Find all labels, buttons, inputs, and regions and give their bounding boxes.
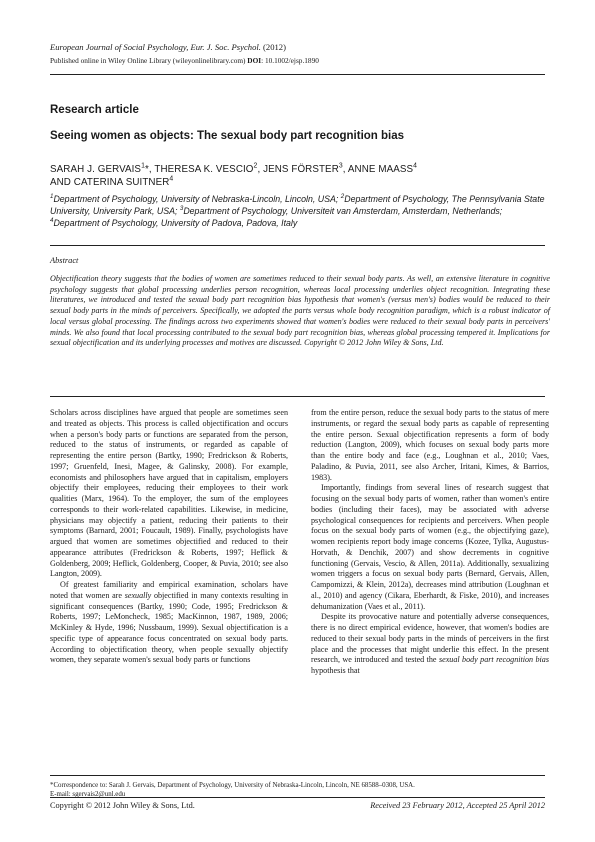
body-paragraph: Of greatest familiarity and empirical examination, scholars have noted that women are sexually objectified in many contexts resulting in significant consequences (Bartky, 1990; Code, 1995; Fredrickson & Roberts, 1997; LeMoncheck, 1985; MacKinnon, 1987, 1989, 2006; McKinley & Hyde, 1996; Nussbaum, 1999). Sexual objectification is a specific type of appearance focus concentrated on sexual body parts. According to objectification theory, when people sexually objectify women, they separate women's sexual body parts or functions: [50, 580, 289, 665]
abstract-text: Objectification theory suggests that the bodies of women are sometimes reduced to their sexual body parts. As well, an extensive literature in cognitive psychology suggests that global processing underlies person recognition, whereas local processing underlies object recognition. Integrating these literatures, we introduced and tested the sexual body part recognition bias hypothesis that women's (versus men's) bodies would be reduced to their sexual body parts in the minds of perceivers. Specifically, we adopted the parts versus whole body recognition paradigm, which is a robust indicator of local versus global processing. The findings across two experiments showed that women's bodies were reduced to their sexual body parts in perceivers' minds. We also found that local processing contributed to the sexual body part recognition bias, whereas global processing tempered it. Implications for sexual objectification and its underlying processes and motives are discussed. Copyright © 2012 John Wiley & Sons, Ltd.: [50, 274, 550, 348]
correspondence-email: E-mail: sgervais2@unl.edu: [50, 791, 126, 798]
article-title: Seeing women as objects: The sexual body part recognition bias: [50, 130, 405, 142]
body-paragraph: from the entire person, reduce the sexual body parts to the status of mere instruments, or regard the sexual body parts as capable of representing the entire person. Sexual objectification represents a form of body reduction (Langton, 2009), which focuses on sexual body parts more than the entire body and face (e.g., Loughnan et al., 2010; Vaes, Paladino, & Puvia, 2011, see also Archer, Iritani, Kimes, & Barrios, 1983).: [311, 408, 549, 482]
copyright-notice: Copyright © 2012 John Wiley & Sons, Ltd.: [50, 801, 195, 810]
published-online-text: Published online in Wiley Online Library (wileyonlinelibrary.com): [50, 56, 248, 65]
doi-label: DOI: [247, 56, 262, 65]
body-column-right: [311, 408, 549, 677]
journal-citation-line: [50, 42, 286, 52]
abstract-heading: Abstract: [50, 256, 79, 265]
author-list: SARAH J. GERVAIS$^1$*, THERESA K. VESCIO$^2$, JENS FÖRSTER$^3$, ANNE MAASS$^4$ AND CATERINA SUITNER$^4$: [50, 162, 418, 188]
journal-year: (2012): [260, 42, 286, 52]
body-paragraph: Importantly, findings from several lines of research suggest that focusing on the sexual body parts of women, rather than women's entire bodies (including their faces), may be associated with adverse psychological consequences for recipients and perceivers. When people focus on the sexual body parts of women (e.g., the objectifying gaze), women recipients report body image concerns (Kozee, Tylka, Augustus-Horvath, & Denchik, 2007) and show decrements in cognitive functioning (Gervais, Vescio, & Allen, 2011a). Additionally, sexualizing women triggers a focus on sexual body parts (Bernard, Gervais, Allen, Campomizzi, & Klein, 2012a), decreases mind attribution (Loughnan et al., 2010) and agency (Cikara, Eberhardt, & Fiske, 2010), and increases dehumanization (Vaes et al., 2011).: [311, 483, 549, 611]
footnote-rule: [50, 775, 545, 776]
publication-info-line: [50, 56, 319, 65]
footer-rule: [50, 797, 545, 798]
abstract-top-rule: [50, 245, 545, 246]
body-column-left: [50, 408, 288, 666]
correspondence-text: *Correspondence to: Sarah J. Gervais, Department of Psychology, University of Nebraska-Lincoln, Lincoln, NE 68588–0308, USA.: [50, 782, 415, 789]
section-label: Research article: [50, 104, 139, 116]
doi-value: : 10.1002/ejsp.1890: [261, 56, 319, 65]
received-accepted-dates: Received 23 February 2012, Accepted 25 April 2012: [370, 801, 545, 810]
header-rule: [50, 74, 545, 75]
body-paragraph: Scholars across disciplines have argued that people are sometimes seen and treated as objects. This process is called objectification and occurs when a person's body parts or functions are separated from the person, reduced to the status of instruments, or regarded as capable of representing the entire person (Bartky, 1990; Fredrickson & Roberts, 1997; Gruenfeld, Inesi, Magee, & Galinsky, 2008). For example, economists and philosophers have argued that in capitalism, employers objectify their employees, reducing their employees to their work qualities (Marx, 1964). To the employer, the sum of the employees corresponds to their work-related capabilities. Likewise, in medicine, physicians may objectify a patient, reducing their patients to their symptoms (Barnard, 2001; Foucault, 1989). Finally, psychologists have argued that women are sometimes objectified and reduced to their appearance attributes (Fredrickson & Roberts, 1997; Heflick & Goldenberg, 2009; Heflick, Goldenberg, Cooper, & Puvia, 2010; see also Langton, 2009).: [50, 408, 288, 579]
body-paragraph: Despite its provocative nature and potentially adverse consequences, there is no direct empirical evidence, however, that women's bodies are reduced to their sexual body parts in the minds of perceivers in the first place and the processes that might underlie this effect. In the present research, we introduced and tested the sexual body part recognition bias hypothesis that: [311, 612, 549, 675]
abstract-bottom-rule: [50, 396, 545, 397]
journal-title: European Journal of Social Psychology, Eur. J. Soc. Psychol.: [50, 42, 261, 52]
affiliations: $^1$Department of Psychology, University of Nebraska-Lincoln, Lincoln, USA; $^2$Department of Psychology, The Pennsylvania State University, University Park, USA; $^3$Department of Psychology, Universiteit van Amsterdam, Amsterdam, Netherlands; $^4$Department of Psychology, University of Padova, Padova, Italy: [50, 193, 545, 229]
